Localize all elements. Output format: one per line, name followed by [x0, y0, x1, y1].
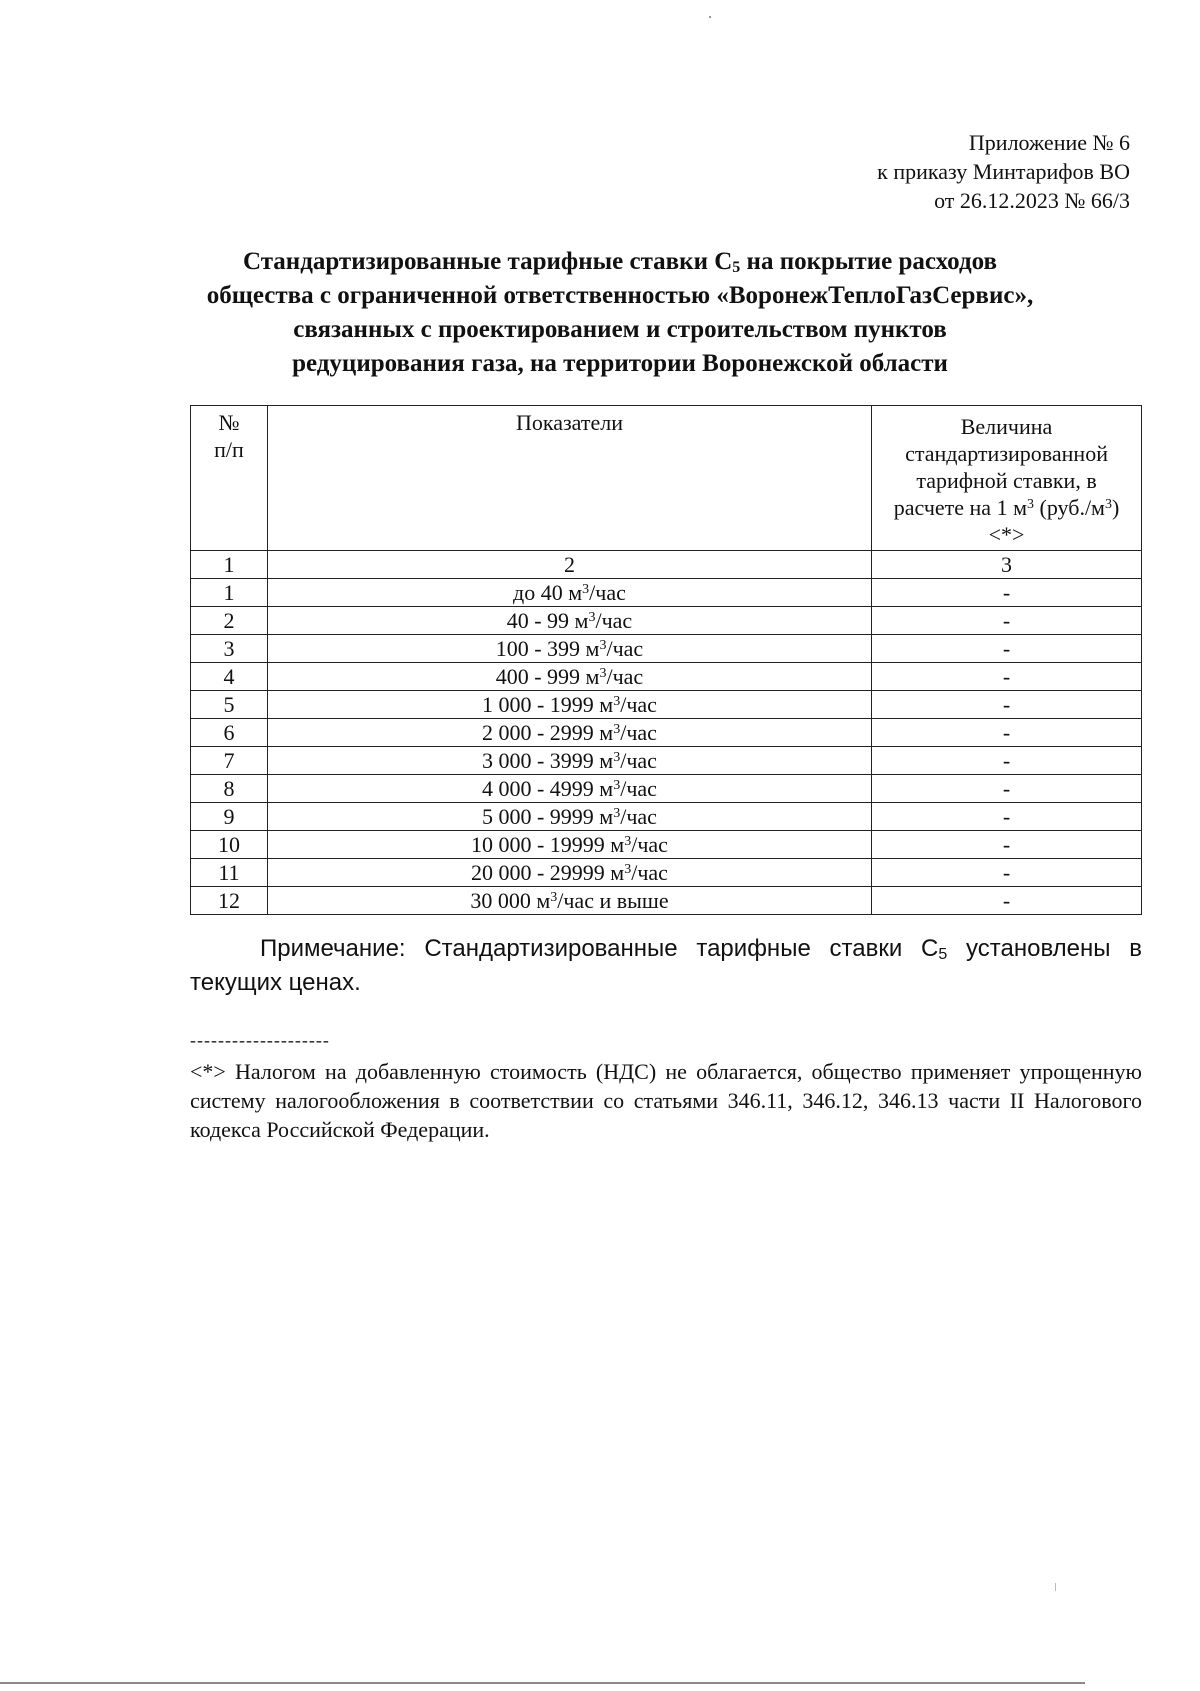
scan-speck: [1055, 1583, 1056, 1591]
table-body: [191, 579, 1142, 915]
row-number: 9: [191, 803, 268, 831]
table-row: [191, 803, 1142, 831]
row-indicator: до 40 $м^3$/час: [267, 579, 871, 607]
row-indicator: 2 000 - 2999 $м^3$/час: [267, 719, 871, 747]
header-rate-value: Величина стандартизированной тарифной ставки, в расчете на 1 $м^3$ $(руб./м^3)$ <*>: [872, 406, 1142, 551]
row-number: 12: [191, 887, 268, 915]
row-indicator: 20 000 - 29999 $м^3$/час: [267, 859, 871, 887]
row-number: 11: [191, 859, 268, 887]
note: Примечание: Стандартизированные тарифные ставки $С_5$ установлены в текущих ценах.: [190, 935, 1143, 996]
header-number: № п/п: [191, 406, 268, 551]
title-line-1: Стандартизированные тарифные ставки $С_5$ на покрытие расходов: [243, 248, 997, 276]
appendix-date: от 26.12.2023 № 66/3: [934, 188, 1130, 213]
table-row: [191, 747, 1142, 775]
appendix-order: к приказу Минтарифов ВО: [877, 159, 1130, 184]
table-row: [191, 607, 1142, 635]
row-indicator: 5 000 - 9999 $м^3$/час: [267, 803, 871, 831]
row-indicator: 10 000 - 19999 $м^3$/час: [267, 831, 871, 859]
table-row: [191, 691, 1142, 719]
column-numbering-row: [191, 551, 1142, 579]
row-number: 6: [191, 719, 268, 747]
document-title: [120, 245, 1120, 381]
column-number: 2: [267, 551, 871, 579]
table-row: [191, 831, 1142, 859]
row-number: 1: [191, 579, 268, 607]
table-row: [191, 859, 1142, 887]
row-rate-value: -: [872, 859, 1142, 887]
header-indicators: Показатели: [267, 406, 871, 551]
appendix-number: Приложение № 6: [968, 130, 1130, 155]
table-row: [191, 719, 1142, 747]
scan-edge-line: [0, 1682, 1085, 1684]
row-number: 3: [191, 635, 268, 663]
row-rate-value: -: [872, 579, 1142, 607]
row-number: 8: [191, 775, 268, 803]
row-indicator: 40 - 99 $м^3$/час: [267, 607, 871, 635]
table-row: [191, 635, 1142, 663]
title-line-2: общества с ограниченной ответственностью «ВоронежТеплоГазСервис»,: [206, 282, 1034, 309]
row-number: 10: [191, 831, 268, 859]
row-rate-value: -: [872, 663, 1142, 691]
table-row: [191, 579, 1142, 607]
row-indicator: 1 000 - 1999 $м^3$/час: [267, 691, 871, 719]
table-row: [191, 775, 1142, 803]
row-number: 2: [191, 607, 268, 635]
row-rate-value: -: [872, 691, 1142, 719]
row-rate-value: -: [872, 775, 1142, 803]
row-rate-value: -: [872, 747, 1142, 775]
table-header-row: [191, 406, 1142, 551]
title-line-4: редуцирования газа, на территории Воронежской области: [292, 350, 948, 377]
row-rate-value: -: [872, 635, 1142, 663]
row-rate-value: -: [872, 607, 1142, 635]
appendix-reference: [877, 128, 1130, 215]
column-number: 1: [191, 551, 268, 579]
title-line-3: связанных с проектированием и строительством пунктов: [293, 316, 947, 343]
rates-table: [190, 405, 1142, 915]
row-indicator: 100 - 399 $м^3$/час: [267, 635, 871, 663]
row-rate-value: -: [872, 719, 1142, 747]
scan-speck: [709, 16, 711, 18]
row-indicator: 4 000 - 4999 $м^3$/час: [267, 775, 871, 803]
table-row: [191, 663, 1142, 691]
footnote-separator: --------------------: [190, 1030, 330, 1050]
row-rate-value: -: [872, 887, 1142, 915]
row-number: 4: [191, 663, 268, 691]
table-row: [191, 887, 1142, 915]
row-indicator: 30 000 $м^3$/час и выше: [267, 887, 871, 915]
row-indicator: 3 000 - 3999 $м^3$/час: [267, 747, 871, 775]
row-indicator: 400 - 999 $м^3$/час: [267, 663, 871, 691]
row-number: 7: [191, 747, 268, 775]
column-number: 3: [872, 551, 1142, 579]
footnote-text: <*> Налогом на добавленную стоимость (НДС) не облагается, общество применяет упрощенную систему налогообложения в соответствии со статьями 346.11, 346.12, 346.13 части II Налогового кодекса Российской Федерации.: [190, 1059, 1142, 1142]
row-number: 5: [191, 691, 268, 719]
row-rate-value: -: [872, 831, 1142, 859]
row-rate-value: -: [872, 803, 1142, 831]
